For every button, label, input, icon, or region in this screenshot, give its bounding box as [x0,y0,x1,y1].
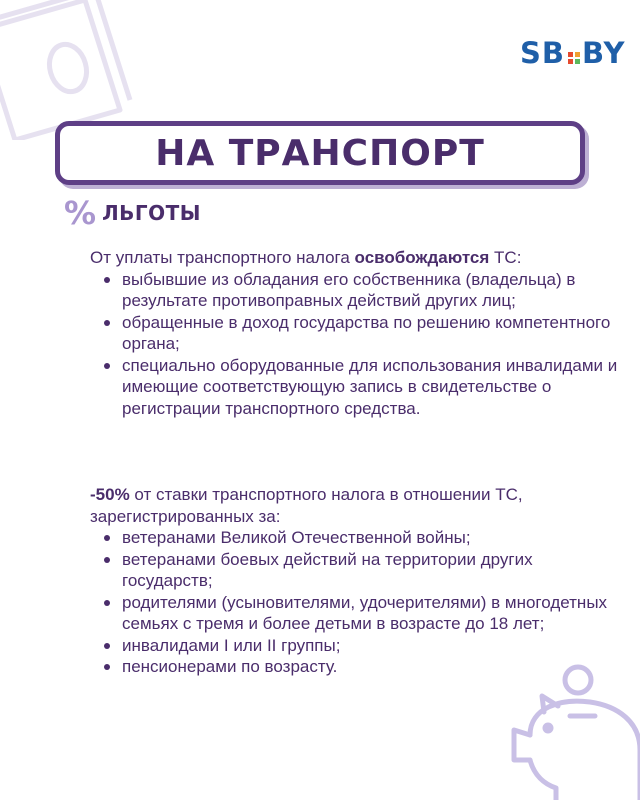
discount-list [90,527,620,678]
money-icon [0,0,160,140]
section-header [64,194,202,232]
logo-dot [568,59,573,64]
list-item: пенсионерами по возрасту. [90,656,620,678]
logo-dots [568,52,580,64]
sb-by-logo [520,36,626,70]
page-title: НА ТРАНСПОРТ [155,132,485,174]
section-heading: ЛЬГОТЫ [102,201,202,225]
logo-text-left: SB [520,36,565,70]
exemptions-list [90,269,620,420]
list-item: инвалидами I или II группы; [90,635,620,657]
discount-text: от ставки транспортного налога в отношении ТС, зарегистрированных за: [90,485,523,526]
discount-block [90,484,620,678]
exemptions-block [90,247,620,419]
discount-intro [90,484,620,527]
intro-text: От уплаты транспортного налога [90,248,355,267]
percent-icon: % [64,194,97,232]
intro-text-end: ТС: [489,248,522,267]
discount-percent: -50% [90,485,130,504]
logo-text-right: BY [582,36,626,70]
list-item: обращенные в доход государства по решению компетентного органа; [90,312,620,355]
exemptions-intro [90,247,620,269]
list-item: выбывшие из обладания его собственника (владельца) в результате противоправных действий других лиц; [90,269,620,312]
list-item: специально оборудованные для использования инвалидами и имеющие соответствующую запись в свидетельстве о регистрации транспортного средства. [90,355,620,420]
piggy-bank-icon [500,660,640,800]
list-item: родителями (усыновителями, удочерителями) в многодетных семьях с тремя и более детьми в возрасте до 18 лет; [90,592,620,635]
logo-dot [575,52,580,57]
logo-dot [575,59,580,64]
intro-bold: освобождаются [354,248,490,267]
list-item: ветеранами Великой Отечественной войны; [90,527,620,549]
logo-dot [568,52,573,57]
list-item: ветеранами боевых действий на территории других государств; [90,549,620,592]
title-box [55,121,585,185]
